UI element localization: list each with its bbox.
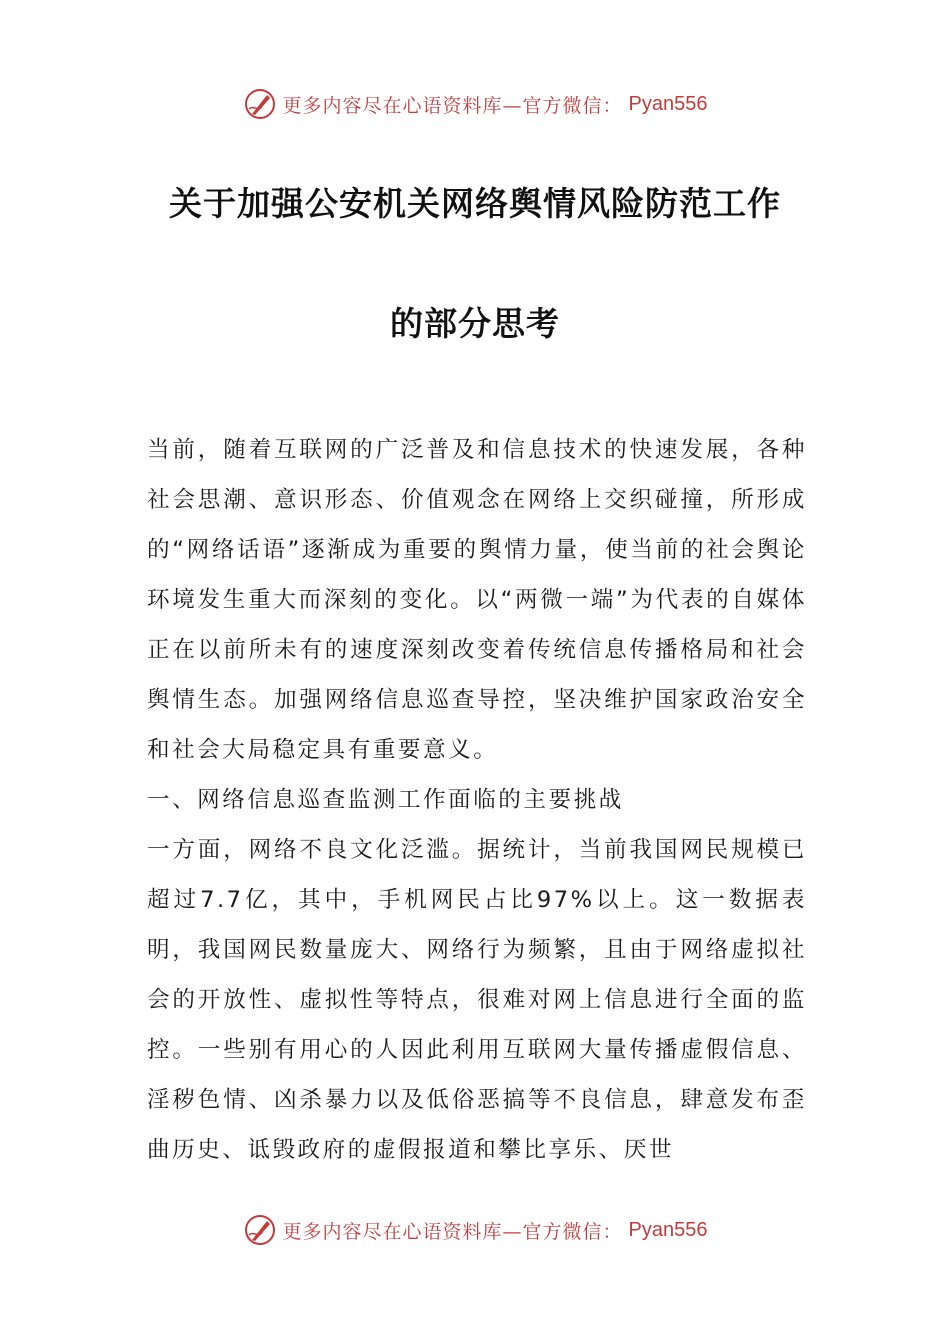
watermark-text: 更多内容尽在心语资料库—官方微信：: [282, 1220, 623, 1243]
quill-pen-logo-icon: [243, 1213, 277, 1247]
footer-watermark: [0, 1210, 950, 1250]
paragraph-challenge-1: 一方面，网络不良文化泛滥。据统计，当前我国网民规模已超过7.7亿，其中，手机网民占比97%以上。这一数据表明，我国网民数量庞大、网络行为频繁，且由于网络虚拟社会的开放性、虚拟性等特点，很难对网上信息进行全面的监控。一些别有用心的人因此利用互联网大量传播虚假信息、淫秽色情、凶杀暴力以及低俗恶搞等不良信息，肆意发布歪曲历史、诋毁政府的虚假报道和攀比享乐、厌世: [147, 837, 807, 1163]
paragraph-intro: 当前，随着互联网的广泛普及和信息技术的快速发展，各种社会思潮、意识形态、价值观念在网络上交织碰撞，所形成的“网络话语”逐渐成为重要的舆情力量，使当前的社会舆论环境发生重大而深刻的变化。以“两微一端”为代表的自媒体正在以前所未有的速度深刻改变着传统信息传播格局和社会舆情生态。加强网络信息巡查导控，坚决维护国家政治安全和社会大局稳定具有重要意义。: [147, 437, 807, 763]
quill-pen-logo-icon: [243, 87, 277, 121]
document-body: [147, 425, 807, 1175]
document-title-line-1: 关于加强公安机关网络舆情风险防范工作: [169, 184, 781, 223]
watermark-text: 更多内容尽在心语资料库—官方微信：: [282, 94, 623, 117]
section-heading-1: 一、网络信息巡查监测工作面临的主要挑战: [147, 787, 624, 813]
watermark-wechat-id: Pyan556: [628, 1218, 708, 1241]
document-title-line-2: 的部分思考: [390, 304, 560, 343]
header-watermark: [0, 84, 950, 124]
watermark-wechat-id: Pyan556: [628, 92, 708, 115]
